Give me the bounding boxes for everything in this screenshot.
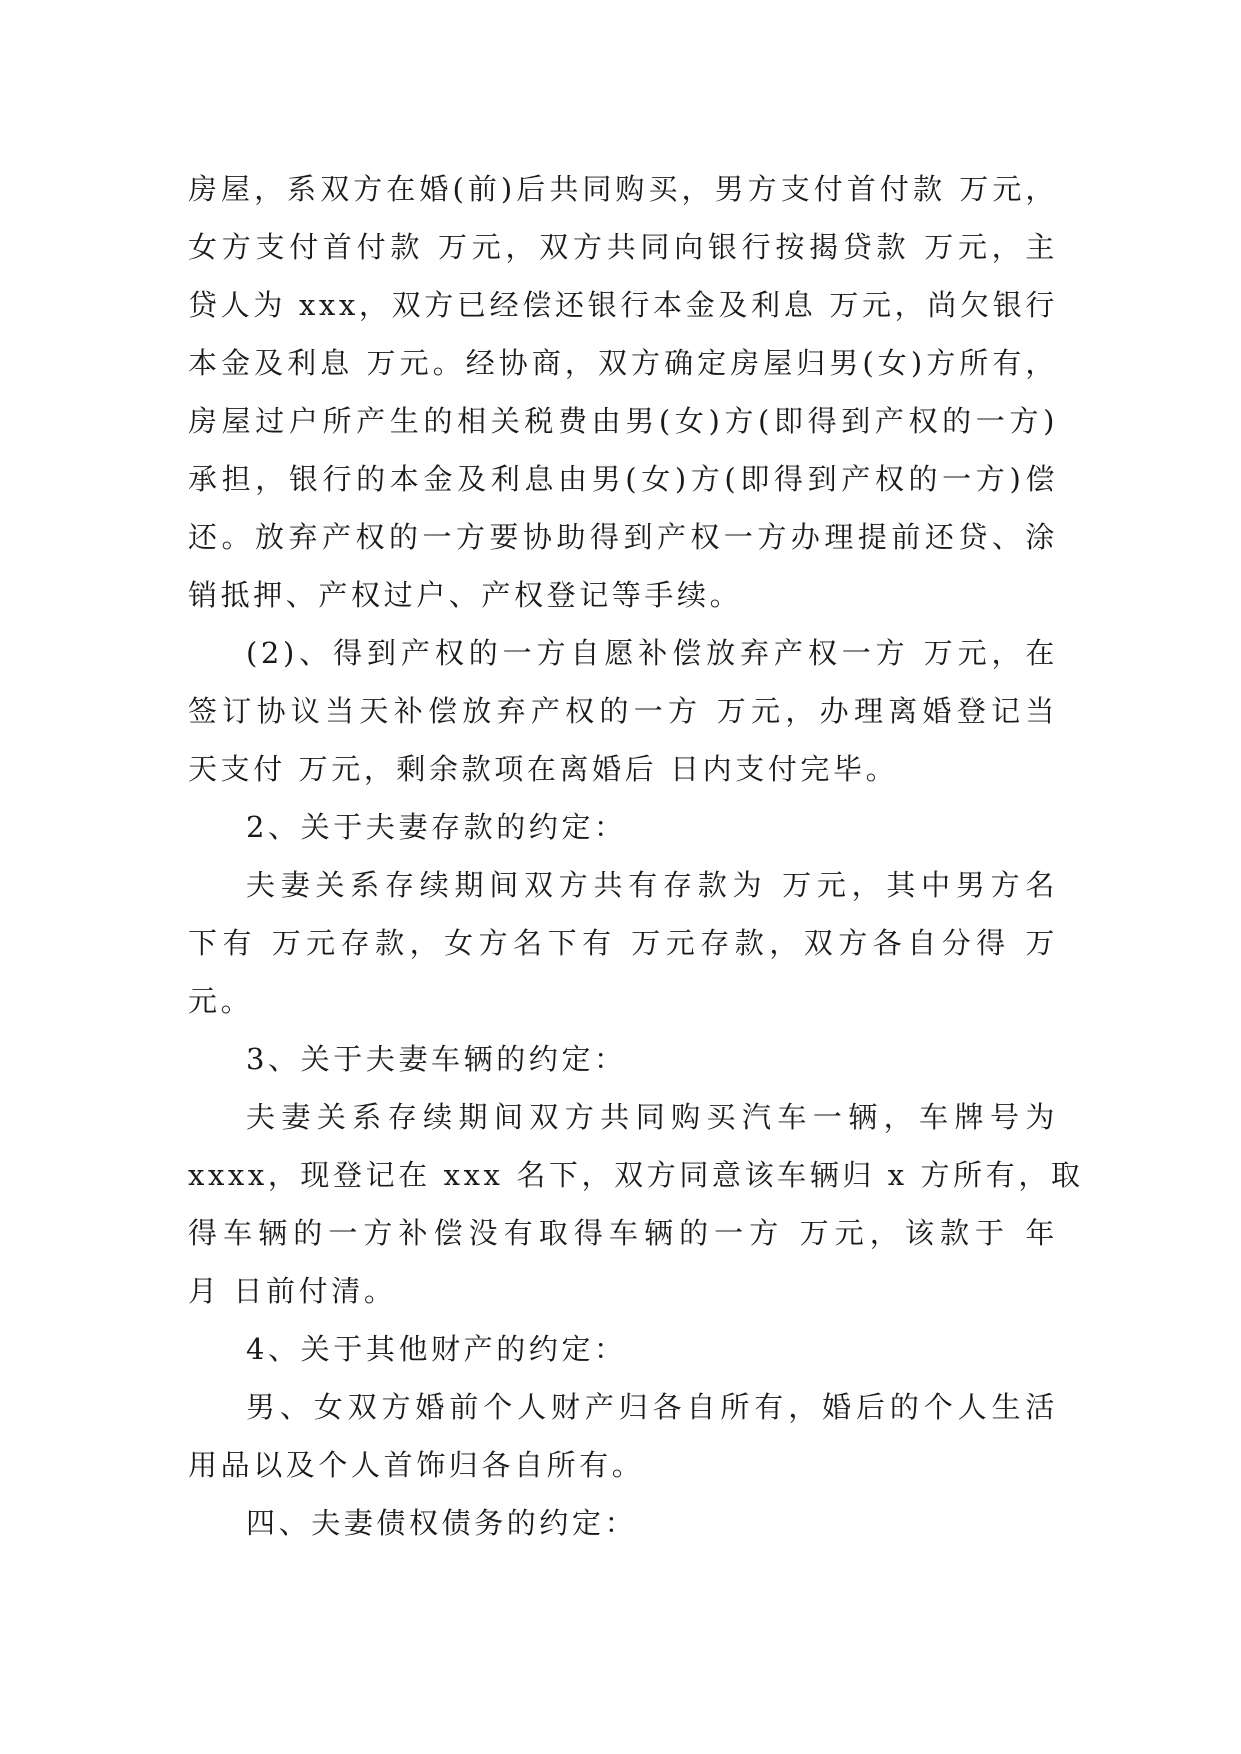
document-line: 夫妻关系存续期间双方共同购买汽车一辆，车牌号为 — [246, 1100, 1058, 1134]
document-body — [188, 160, 1084, 1552]
document-line: 夫妻关系存续期间双方共有存款为 万元，其中男方名 — [246, 868, 1058, 902]
document-line: 房屋过户所产生的相关税费由男(女)方(即得到产权的一方) — [188, 404, 1058, 438]
document-line: 还。放弃产权的一方要协助得到产权一方办理提前还贷、涂 — [188, 520, 1058, 554]
document-line: 销抵押、产权过户、产权登记等手续。 — [188, 578, 743, 612]
document-line: 用品以及个人首饰归各自所有。 — [188, 1448, 645, 1482]
document-line: 天支付 万元，剩余款项在离婚后 日内支付完毕。 — [188, 752, 899, 786]
document-line: xxxx，现登记在 xxx 名下，双方同意该车辆归 x 方所有，取 — [188, 1158, 1084, 1192]
document-line: 房屋，系双方在婚(前)后共同购买，男方支付首付款 万元， — [188, 172, 1058, 206]
document-line: 得车辆的一方补偿没有取得车辆的一方 万元，该款于 年 — [188, 1216, 1058, 1250]
document-line: 2、关于夫妻存款的约定： — [246, 810, 627, 844]
document-line: 四、夫妻债权债务的约定： — [246, 1506, 638, 1540]
document-line: 本金及利息 万元。经协商，双方确定房屋归男(女)方所有， — [188, 346, 1058, 380]
document-line: 下有 万元存款，女方名下有 万元存款，双方各自分得 万 — [188, 926, 1058, 960]
document-line: 承担，银行的本金及利息由男(女)方(即得到产权的一方)偿 — [188, 462, 1058, 496]
document-line: (2)、得到产权的一方自愿补偿放弃产权一方 万元，在 — [246, 636, 1058, 670]
document-line: 月 日前付清。 — [188, 1274, 397, 1308]
document-line: 3、关于夫妻车辆的约定： — [246, 1042, 627, 1076]
document-line: 男、女双方婚前个人财产归各自所有，婚后的个人生活 — [246, 1390, 1058, 1424]
document-line: 女方支付首付款 万元，双方共同向银行按揭贷款 万元，主 — [188, 230, 1058, 264]
document-line: 元。 — [188, 984, 254, 1018]
document-line: 签订协议当天补偿放弃产权的一方 万元，办理离婚登记当 — [188, 694, 1058, 728]
document-line: 贷人为 xxx，双方已经偿还银行本金及利息 万元，尚欠银行 — [188, 288, 1058, 322]
document-line: 4、关于其他财产的约定： — [246, 1332, 627, 1366]
